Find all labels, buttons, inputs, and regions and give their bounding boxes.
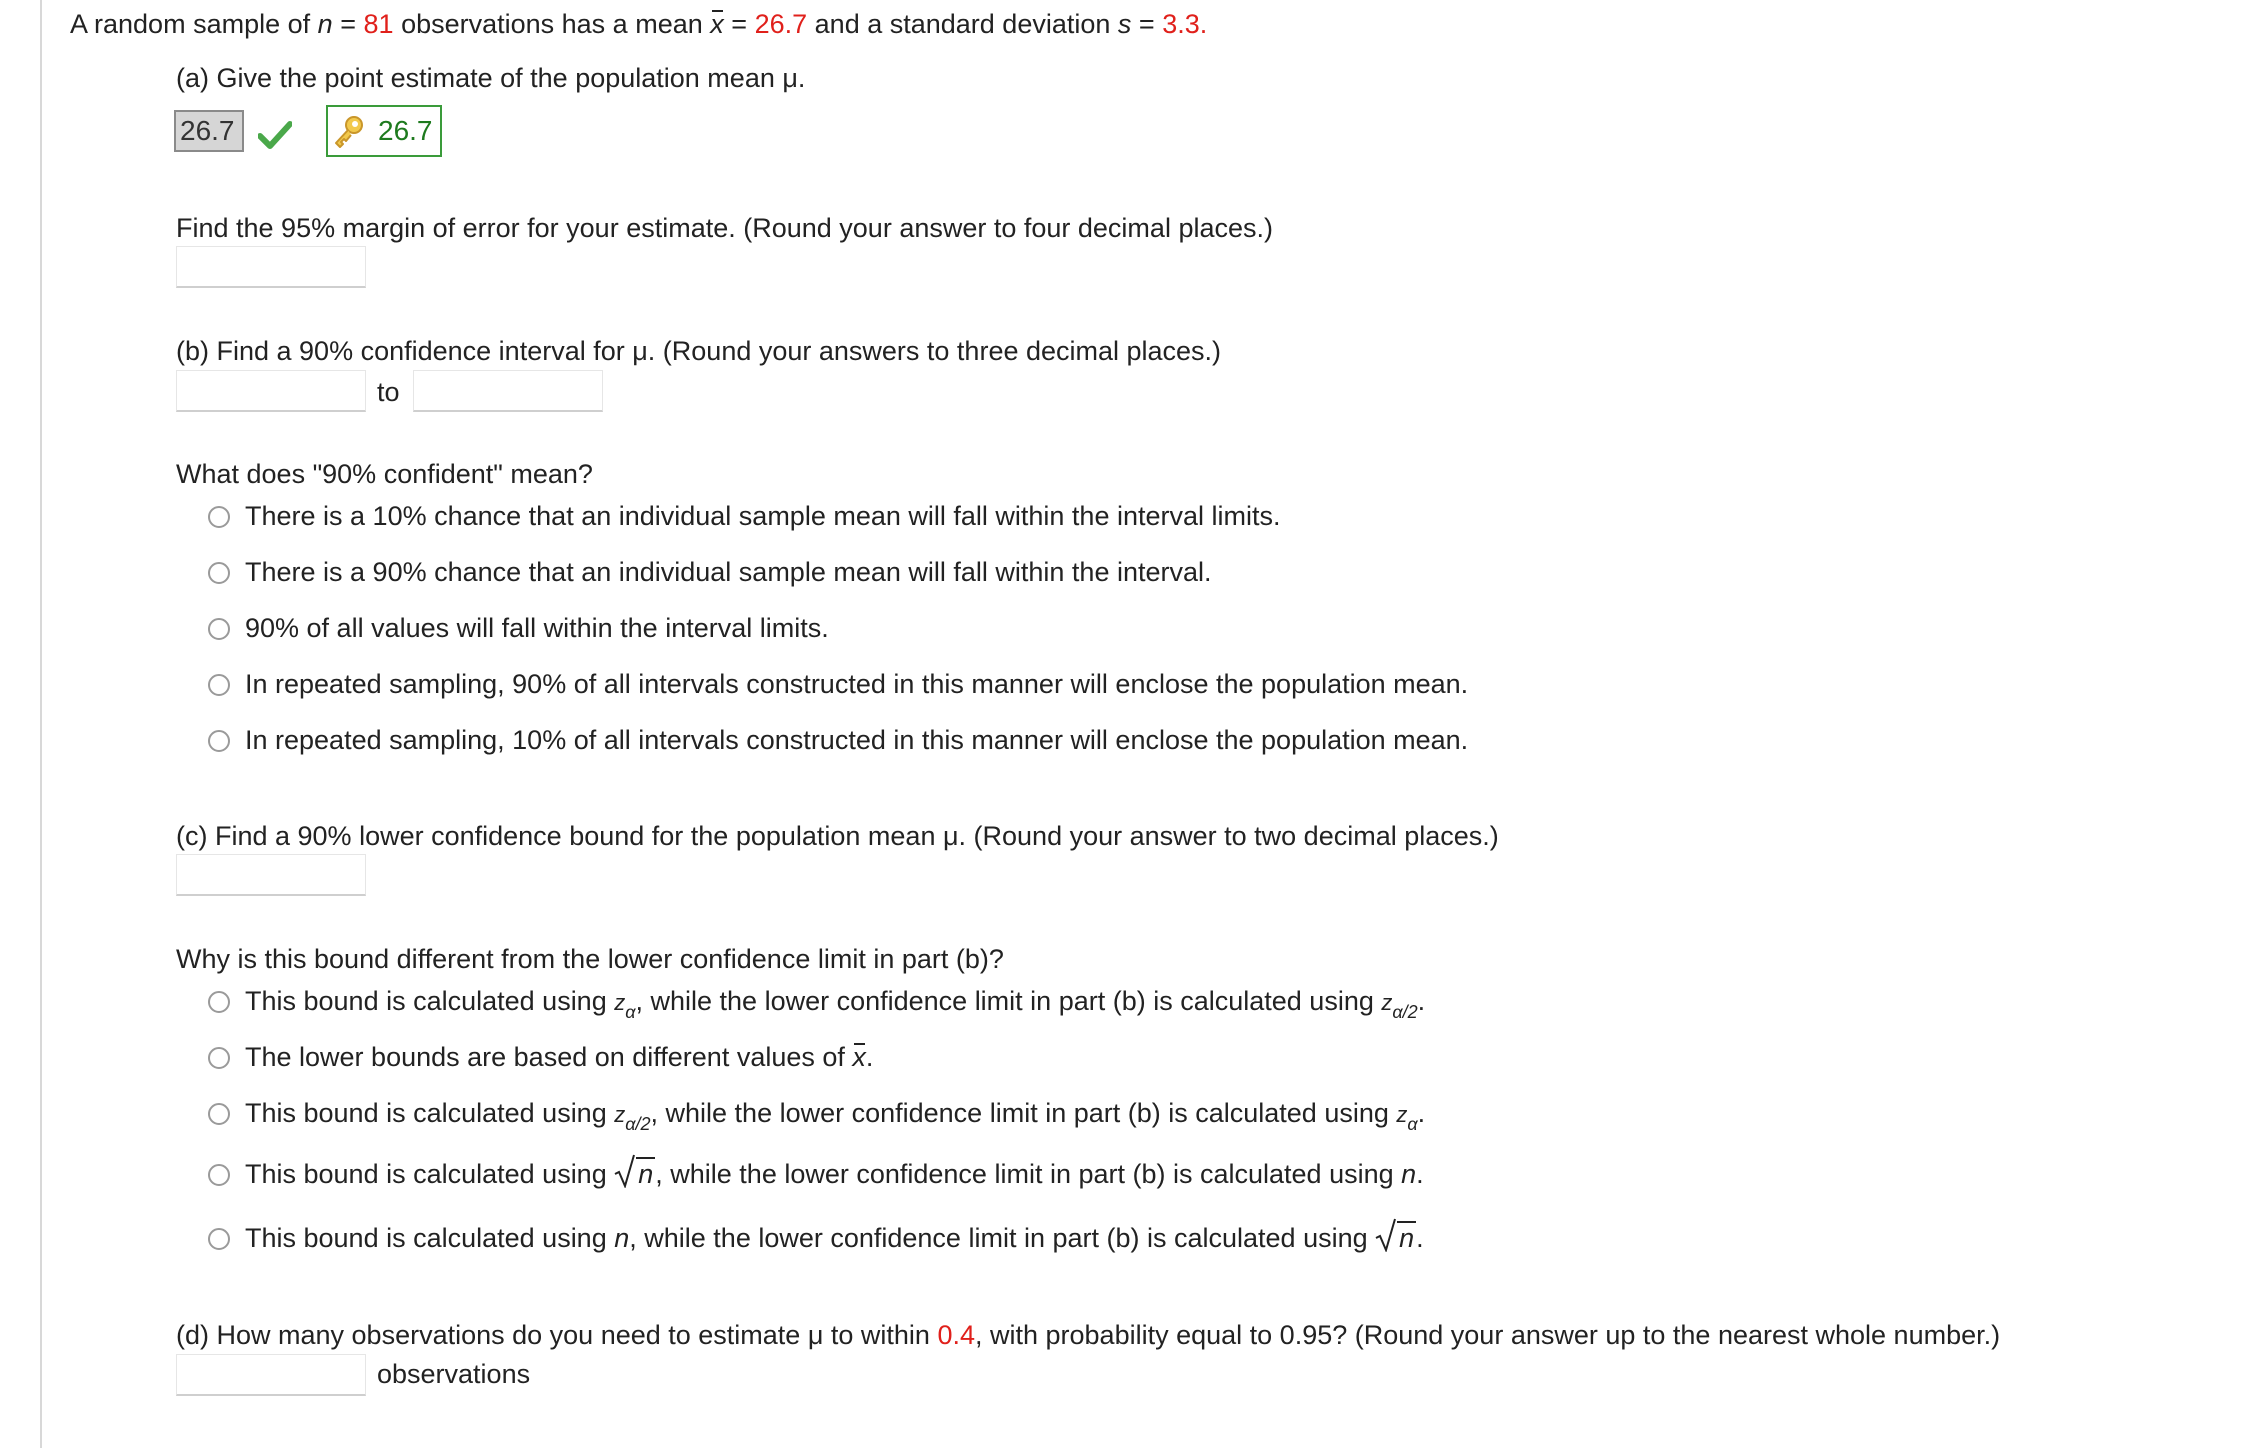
option-label: There is a 10% chance that an individual sample mean will fall within the interval limits.	[245, 501, 1281, 531]
ci-lower-input[interactable]	[176, 370, 366, 412]
confident-question: What does "90% confident" mean?	[176, 459, 593, 489]
option-label: There is a 90% chance that an individual sample mean will fall within the interval.	[245, 557, 1212, 587]
radio-button[interactable]	[208, 730, 230, 752]
lower-bound-input[interactable]	[176, 854, 366, 896]
option-label: This bound is calculated using $z_\alpha$, while the lower confidence limit in part (b) is calculated using $z_{\alpha/2}$.	[245, 986, 1426, 1022]
key-icon	[332, 115, 364, 149]
radio-button[interactable]	[208, 674, 230, 696]
intro-text-2: observations has a mean	[401, 9, 703, 39]
radio-button[interactable]	[208, 618, 230, 640]
option-label: The lower bounds are based on different values of x.	[245, 1042, 874, 1072]
ci-upper-input[interactable]	[413, 370, 603, 412]
equals-sign: =	[1138, 9, 1155, 39]
xbar-symbol: x	[710, 9, 724, 39]
option-label: This bound is calculated using n, while the lower confidence limit in part (b) is calculated using n.	[245, 1158, 1424, 1190]
xbar-value: 26.7	[754, 9, 808, 39]
n-value: 81	[363, 9, 394, 39]
s-value: 3.3	[1162, 9, 1200, 39]
part-c-prompt: (c) Find a 90% lower confidence bound for the population mean μ. (Round your answer to two decimal places.)	[176, 821, 1499, 851]
radio-button[interactable]	[208, 1103, 230, 1125]
equals-sign: =	[340, 9, 356, 39]
option-label: In repeated sampling, 10% of all intervals constructed in this manner will enclose the population mean.	[245, 725, 1469, 755]
s-symbol: s	[1117, 9, 1132, 39]
left-divider	[40, 0, 42, 1448]
option-label: In repeated sampling, 90% of all intervals constructed in this manner will enclose the population mean.	[245, 669, 1469, 699]
part-a-answer-field[interactable]: 26.7	[174, 110, 244, 152]
radio-button[interactable]	[208, 1047, 230, 1069]
to-label: to	[377, 377, 400, 407]
option-label: This bound is calculated using n, while the lower confidence limit in part (b) is calculated using n.	[245, 1222, 1424, 1254]
bound-question: Why is this bound different from the lower confidence limit in part (b)?	[176, 944, 1004, 974]
sqrt-n: n	[1375, 1222, 1416, 1254]
radio-button[interactable]	[208, 506, 230, 528]
radio-button[interactable]	[208, 1228, 230, 1250]
part-a-prompt: (a) Give the point estimate of the population mean μ.	[176, 63, 806, 93]
observations-unit: observations	[377, 1359, 531, 1389]
sqrt-n: n	[614, 1158, 655, 1190]
intro-text: A random sample of	[70, 9, 311, 39]
correct-check-icon	[258, 120, 292, 150]
period: .	[1199, 9, 1208, 39]
problem-statement	[70, 8, 1207, 40]
radio-button[interactable]	[208, 1164, 230, 1186]
radio-button[interactable]	[208, 562, 230, 584]
part-d-prompt: (d) How many observations do you need to estimate μ to within 0.4, with probability equal to 0.95? (Round your answer up to the nearest whole number.)	[176, 1320, 2001, 1350]
radio-button[interactable]	[208, 991, 230, 1013]
answer-key-box	[326, 105, 442, 157]
part-b-prompt: (b) Find a 90% confidence interval for μ. (Round your answers to three decimal places.)	[176, 336, 1222, 366]
n-symbol: n	[317, 9, 333, 39]
margin-of-error-input[interactable]	[176, 246, 366, 288]
option-label: This bound is calculated using $z_{\alpha/2}$, while the lower confidence limit in part (b) is calculated using $z_\alpha$.	[245, 1098, 1426, 1134]
within-value: 0.4	[937, 1320, 975, 1350]
observations-input[interactable]	[176, 1354, 366, 1396]
answer-key-value: 26.7	[378, 115, 433, 146]
equals-sign: =	[731, 9, 748, 39]
margin-of-error-prompt: Find the 95% margin of error for your estimate. (Round your answer to four decimal places.)	[176, 213, 1273, 243]
option-label: 90% of all values will fall within the interval limits.	[245, 613, 829, 643]
intro-text-3: and a standard deviation	[814, 9, 1111, 39]
